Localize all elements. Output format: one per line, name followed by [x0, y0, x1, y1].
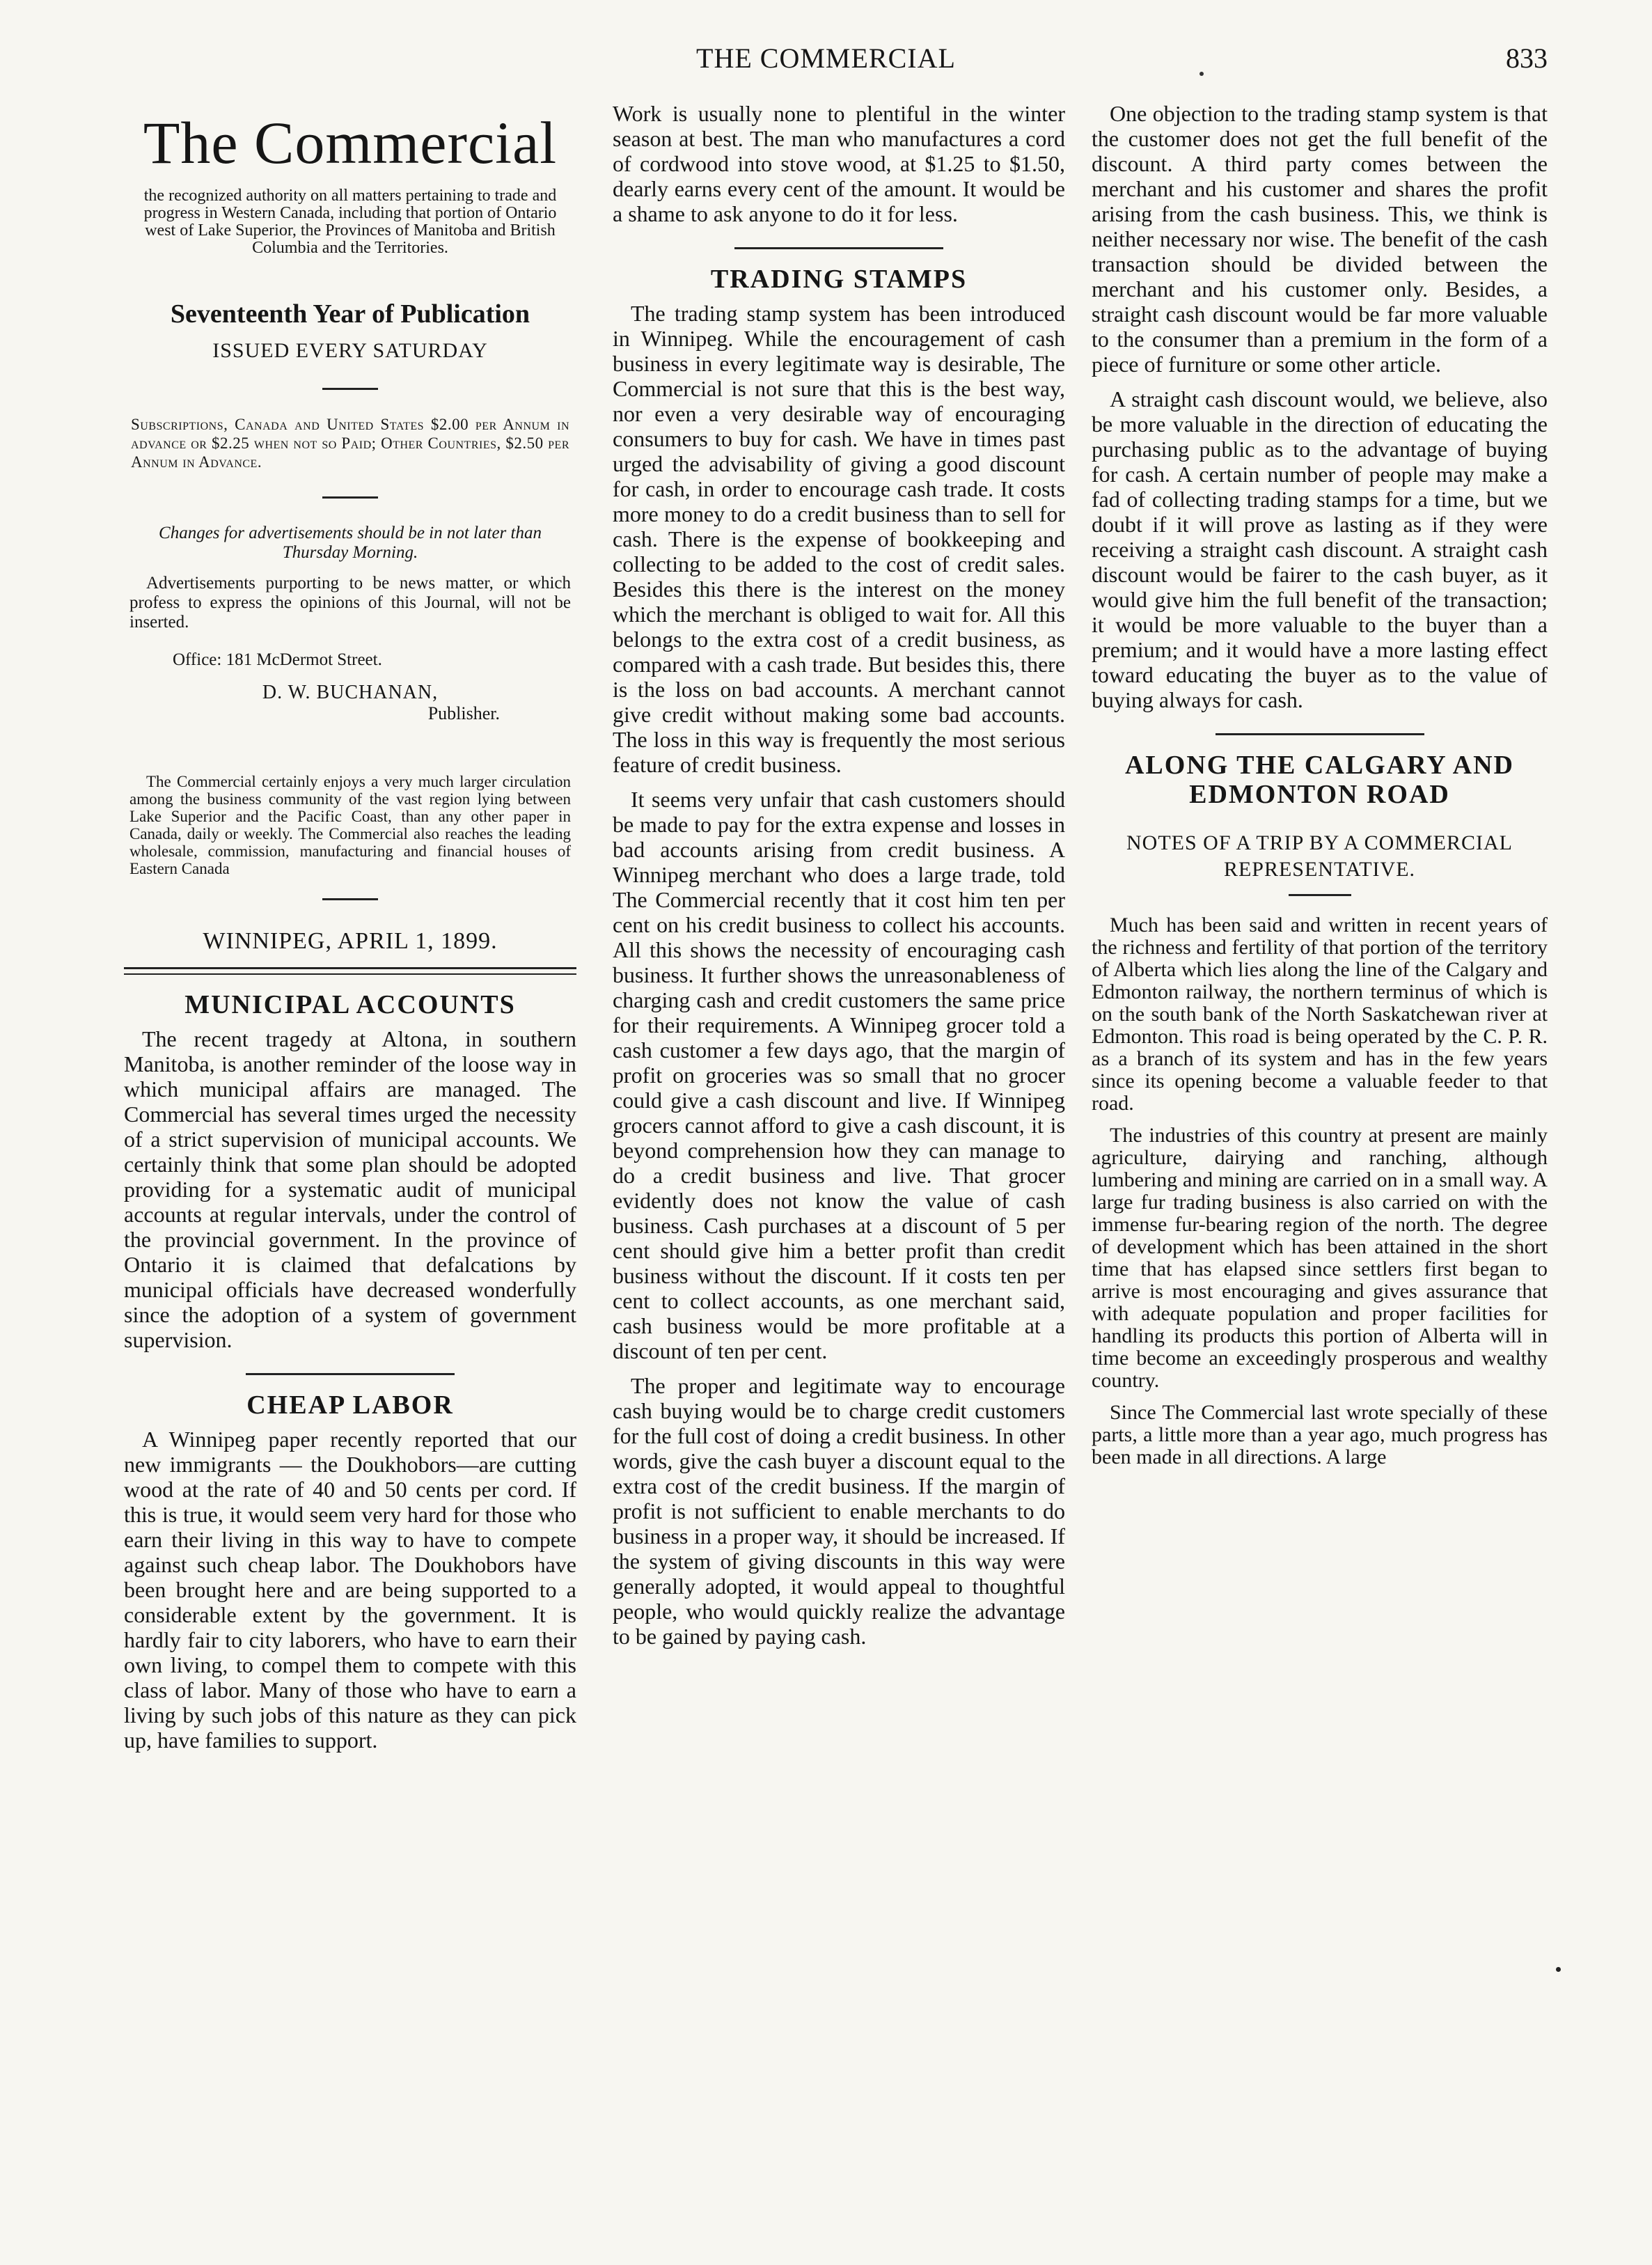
masthead-subtitle: the recognized authority on all matters pertaining to trade and progress in Western Canada, including that portion of Ontario west of Lake Superior, the Provinces of Manitoba and British Columbia and the Territories.: [143, 187, 557, 257]
circulation-note: The Commercial certainly enjoys a very much larger circulation among the business community of the vast region lying between Lake Superior and the Pacific Coast, than any other paper in Canada, daily or weekly. The Commercial also reaches the leading wholesale, commission, manufacturing and financial houses of Eastern Canada: [129, 773, 571, 877]
article-paragraph: The industries of this country at present are mainly agriculture, dairying and ranching, although lumbering and mining are carried on in a small way. A large fur trading business is also carried on with the immense fur-bearing region of the north. The degree of development which has been attained in the short time that has elapsed since settlers first began to arrive is most encouraging and gives assurance that with adequate population and proper facilities for handling its products this portion of Alberta will in time become an exceedingly prosperous and wealthy country.: [1092, 1124, 1548, 1392]
heading-trading-stamps: TRADING STAMPS: [710, 265, 968, 294]
double-rule: [124, 967, 576, 975]
rule: [1289, 894, 1351, 896]
issue-date: WINNIPEG, APRIL 1, 1899.: [203, 928, 498, 954]
article-paragraph: The proper and legitimate way to encourage cash buying would be to charge credit customers for the full cost of doing a credit business. In other words, give the cash buyer a discount equal to the extra cost of the credit business. If the margin of profit is not sufficient to enable merchants to do business in a proper way, it should be increased. If the system of giving discounts in this way were generally adopted, it would appeal to thoughtful people, who would quickly realize the advantage to be gained by paying cash.: [613, 1373, 1065, 1649]
heading-calgary-edmonton: ALONG THE CALGARY AND EDMONTON ROAD: [1124, 751, 1514, 809]
office-address: Office: 181 McDermot Street.: [173, 650, 382, 669]
rule: [322, 496, 378, 499]
article-paragraph: The recent tragedy at Altona, in southern Manitoba, is another reminder of the loose way in which municipal affairs are managed. The Commercial has several times urged the necessity of a strict supervision of municipal accounts. We certainly think that some plan should be adopted providing for a systematic audit of municipal accounts at regular intervals, under the control of the provincial government. In the province of Ontario it is claimed that defalcations by municipal officials have decreased wonderfully since the adoption of a system of government supervision.: [124, 1026, 576, 1352]
rule: [734, 247, 943, 249]
advertisement-deadline: Changes for advertisements should be in not later than Thursday Morning.: [159, 524, 542, 562]
masthead-title: The Commercial: [143, 109, 558, 176]
article-paragraph: It seems very unfair that cash customers should be made to pay for the extra expense and losses in bad accounts arising from credit business. A Winnipeg merchant who does a large trade, told The Commercial recently that it cost him ten per cent on his credit business to collect his accounts. All this shows the necessity of encouraging cash business. It further shows the unreasonableness of charging cash and credit customers the same price for their requirements. A Winnipeg grocer told a cash customer a few days ago, that the margin of profit on groceries was so small that no grocer could give a cash discount and live. If Winnipeg grocers cannot afford to give a cash discount, it is beyond comprehension how they can manage to do a credit business and live. That grocer evidently does not know the value of cash business. Cash purchases at a discount of 5 per cent should give him a better profit than credit business without the discount. If it costs ten per cent to collect accounts, as one merchant said, cash business would be more profitable at a discount of ten per cent.: [613, 787, 1065, 1363]
rule: [322, 388, 378, 390]
article-paragraph: Much has been said and written in recent years of the richness and fertility of that portion of the territory of Alberta which lies along the line of the Calgary and Edmonton railway, the northern terminus of which is on the south bank of the North Saskatchewan river at Edmonton. This road is being operated by the C. P. R. as a branch of its system and has in the few years since its opening become a valuable feeder to that road.: [1092, 914, 1548, 1115]
article-paragraph: A Winnipeg paper recently reported that our new immigrants — the Doukhobors—are cutting wood at the rate of 40 and 50 cents per cord. If this is true, it would seem very hard for those who earn their living in this way to have to compete against such cheap labor. The Doukhobors have been brought here and are being supported to a considerable extent by the government. It is hardly fair to city laborers, who have to earn their own living, to compel them to compete with this class of labor. Many of those who have to earn a living by such jobs of this nature as they can pick up, have families to support.: [124, 1427, 576, 1753]
print-speck: [1199, 72, 1204, 76]
page-number: 833: [1506, 42, 1548, 74]
advertisement-policy: Advertisements purporting to be news matter, or which profess to express the opinions of this Journal, will not be inserted.: [129, 574, 571, 632]
subheading-trip-notes: NOTES OF A TRIP BY A COMMERCIAL REPRESENTATIVE.: [1126, 831, 1513, 881]
publisher-title: Publisher.: [427, 703, 500, 723]
publisher-name: D. W. BUCHANAN,: [262, 682, 439, 703]
rule: [322, 898, 378, 900]
print-speck: [1556, 1967, 1561, 1972]
running-head: [0, 36, 1652, 78]
article-paragraph: Work is usually none to plentiful in the winter season at best. The man who manufactures a cord of cordwood into stove wood, at $1.25 to $1.50, dearly earns every cent of the amount. It would be a shame to ask anyone to do it for less.: [613, 101, 1065, 226]
column-1: [124, 101, 576, 2246]
publication-year: Seventeenth Year of Publication: [170, 299, 530, 329]
article-paragraph: The trading stamp system has been introduced in Winnipeg. While the encouragement of cash business in every legitimate way is desirable, The Commercial is not sure that this is the best way, nor even a very desirable way of encouraging consumers to buy for cash. We have in times past urged the advisability of giving a good discount for cash, in order to encourage cash trade. It costs more money to do a credit business than to sell for cash. There is the expense of bookkeeping and collecting to be added to the cost of credit sales. Besides this there is the interest on the money which the merchant is obliged to wait for. All this belongs to the extra cost of a credit business, as compared with a cash trade. But besides this, there is the loss on bad accounts. A merchant cannot give credit without making some bad accounts. The loss in this way is frequently the most serious feature of credit business.: [613, 301, 1065, 777]
running-title: THE COMMERCIAL: [696, 42, 956, 74]
column-2: [613, 101, 1065, 2246]
subscriptions: Subscriptions, Canada and United States $2.00 per Annum in advance or $2.25 when not so Paid; Other Countries, $2.50 per Annum in Advance.: [131, 416, 569, 471]
rule: [246, 1373, 455, 1375]
heading-municipal-accounts: MUNICIPAL ACCOUNTS: [184, 990, 516, 1019]
article-paragraph: Since The Commercial last wrote specially of these parts, a little more than a year ago, much progress has been made in all directions. A large: [1092, 1401, 1548, 1468]
article-paragraph: One objection to the trading stamp system is that the customer does not get the full benefit of the discount. A third party comes between the merchant and his customer and shares the profit arising from the cash business. This, we think is neither necessary nor wise. The benefit of the cash transaction should be divided between the merchant and his customer only. Besides, a straight cash discount would be far more valuable to the consumer than a premium in the form of a piece of furniture or some other article.: [1092, 101, 1548, 377]
issued-line: ISSUED EVERY SATURDAY: [212, 339, 488, 362]
heading-cheap-labor: CHEAP LABOR: [246, 1390, 454, 1420]
column-3: [1092, 101, 1548, 2246]
rule: [1216, 733, 1424, 735]
article-paragraph: A straight cash discount would, we believe, also be more valuable in the direction of educating the purchasing public as to the advantage of buying for cash. A certain number of people may make a fad of collecting trading stamps for a time, but we doubt if it will prove as lasting as if they were receiving a straight cash discount. A straight cash discount would be fairer to the cash buyer, as it would give him the full benefit of the transaction; it would be more valuable to the buyer than a premium; and it would have a more lasting effect toward educating the buyer as to the value of buying always for cash.: [1092, 386, 1548, 712]
